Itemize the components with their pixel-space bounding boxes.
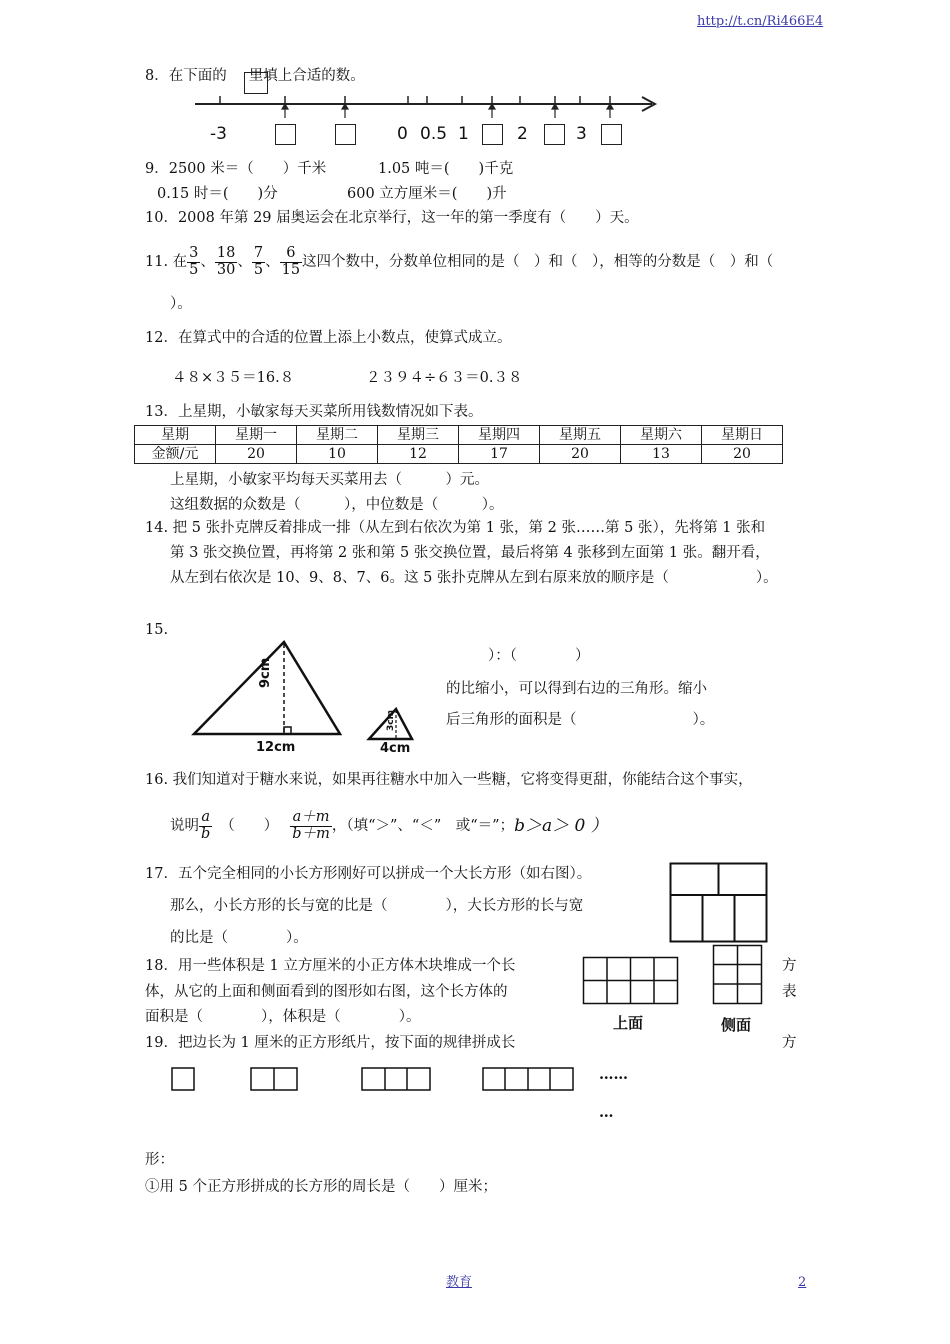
small-base-label: 4cm — [380, 741, 411, 756]
q19-line1: 19．把边长为 1 厘米的正方形纸片，按下面的规律拼成长 — [145, 1035, 516, 1051]
q18-line1: 18．用一些体积是 1 立方厘米的小正方体木块堆成一个长 — [145, 958, 516, 974]
q9-line2-a: 0.15 时＝( )分 — [157, 186, 278, 202]
nl-answer-box[interactable] — [275, 124, 296, 145]
table-cell: 星期五 — [540, 426, 621, 445]
q13-table — [134, 425, 783, 464]
q8-text-a: 8．在下面的 — [145, 68, 227, 84]
fraction: $\frac{a+m}{b+m}$ — [292, 809, 330, 842]
q11-prefix: 11. 在 — [145, 254, 188, 271]
q14-line2: 第 3 张交换位置，再将第 2 张和第 5 张交换位置，最后将第 4 张移到左面第 1 张。翻开看， — [170, 545, 770, 561]
q15-line1: ）：（ ） — [488, 648, 590, 664]
q15-line2: 的比缩小，可以得到右边的三角形。缩小 — [446, 681, 707, 697]
table-cell: 20 — [540, 445, 621, 464]
q16-condition: b＞a＞ 0 ） — [514, 816, 608, 837]
table-cell: 13 — [621, 445, 702, 464]
q18-right2: 表 — [782, 984, 797, 1000]
q9-line1-a: 9．2500 米＝（ ）千米 — [145, 161, 327, 177]
q12-eq1: ４８×３５＝16.８ — [172, 370, 295, 386]
q12-eq2: ２３９４÷６３＝0.３８ — [366, 370, 523, 386]
table-cell: 星期日 — [702, 426, 783, 445]
q18-line3: 面积是（ ），体积是（ ）。 — [145, 1009, 421, 1025]
q14-line3: 从左到右依次是 10、9、8、7、6。这 5 张扑克牌从左到右原来放的顺序是（ ）。 — [170, 570, 778, 586]
nl-answer-box[interactable] — [335, 124, 356, 145]
number-line-pointers — [282, 104, 613, 118]
nl-answer-box[interactable] — [601, 124, 622, 145]
q19-dots2: … — [599, 1104, 614, 1121]
q18-line2: 体，从它的上面和侧面看到的图形如右图，这个长方体的 — [145, 984, 508, 1000]
fraction: $\frac{6}{15}$ — [281, 245, 301, 278]
q19-line2: 形： — [145, 1152, 174, 1168]
fraction: $\frac{18}{30}$ — [216, 245, 236, 278]
table-cell: 星期二 — [297, 426, 378, 445]
table-cell: 星期 — [135, 426, 216, 445]
table-cell: 星期一 — [216, 426, 297, 445]
q11-text: 这四个数中，分数单位相同的是（ ）和（ ），相等的分数是（ ）和（ — [302, 254, 774, 271]
table-row — [135, 426, 783, 445]
q12-text: 12．在算式中的合适的位置上添上小数点，使算式成立。 — [145, 330, 512, 346]
table-cell: 星期四 — [459, 426, 540, 445]
q19-square-patterns — [170, 1066, 590, 1094]
nl-label-1: 1 — [458, 124, 469, 144]
q19-right: 方 — [782, 1035, 797, 1051]
q19-dots1: …… — [599, 1066, 628, 1083]
table-cell: 20 — [702, 445, 783, 464]
q13-line2: 这组数据的众数是（ ），中位数是（ ）。 — [170, 497, 504, 513]
table-row — [135, 445, 783, 464]
nl-label-3: 3 — [576, 124, 587, 144]
big-base-label: 12cm — [256, 740, 296, 755]
q18-side-label: 侧面 — [721, 1016, 752, 1034]
fraction: $\frac{7}{5}$ — [253, 245, 264, 278]
q11-line2: ）。 — [170, 296, 192, 312]
q16-suffix: ，（填“＞”、“＜” 或“＝”； — [331, 818, 515, 835]
q10-text: 10．2008 年第 29 届奥运会在北京举行，这一年的第一季度有（ ）天。 — [145, 210, 639, 226]
q19-line3: ①用 5 个正方形拼成的长方形的周长是（ ）厘米； — [145, 1179, 497, 1195]
table-cell: 12 — [378, 445, 459, 464]
q15-num: 15. — [145, 622, 169, 638]
q15-line3: 后三角形的面积是（ ）。 — [446, 712, 715, 728]
q16-blank: （ ） — [220, 818, 279, 835]
q17-line3: 的比是（ ）。 — [170, 930, 308, 946]
q17-rectangle-figure — [669, 862, 769, 944]
fraction: $\frac{3}{5}$ — [189, 245, 199, 278]
q8-text-b: 里填上合适的数。 — [248, 68, 365, 84]
small-height-label: 3cm — [386, 710, 396, 731]
footer-center-link[interactable]: 教育 — [446, 1275, 473, 1290]
nl-label-0: 0 — [397, 124, 408, 144]
table-cell: 星期六 — [621, 426, 702, 445]
table-cell: 17 — [459, 445, 540, 464]
q8-example-box — [244, 72, 268, 94]
table-cell: 星期三 — [378, 426, 459, 445]
q14-line1: 14. 把 5 张扑克牌反着排成一排（从左到右依次为第 1 张，第 2 张……第 5 张），先将第 1 张和 — [145, 520, 766, 536]
q16-line2 — [170, 810, 608, 843]
number-line-ticks — [220, 96, 610, 104]
q17-line1: 17．五个完全相同的小长方形刚好可以拼成一个大长方形（如右图）。 — [145, 866, 592, 882]
q9-line2-b: 600 立方厘米＝( )升 — [347, 186, 507, 202]
nl-answer-box[interactable] — [482, 124, 503, 145]
nl-label-2: 2 — [517, 124, 528, 144]
q13-text: 13．上星期，小敏家每天买菜所用钱数情况如下表。 — [145, 404, 483, 420]
q15-big-triangle — [190, 638, 350, 738]
nl-label-0.5: 0.5 — [420, 124, 448, 144]
q17-line2: 那么，小长方形的长与宽的比是（ ），大长方形的长与宽 — [170, 898, 584, 914]
q18-top-view — [582, 956, 680, 1006]
header-link[interactable]: http://t.cn/Ri466E4 — [697, 14, 824, 29]
q11-line1: 11. 在 $\frac{3}{5}$ 、 $\frac{18}{30}$ 、 $\frac{7}{5}$ 、 $\frac{6}{15}$ 这四个数中，分数单位相同的是（ ）和（ ），相等的分数是（ ）和（ — [145, 245, 774, 278]
nl-label-neg3: -3 — [210, 124, 227, 144]
q16-line1: 16. 我们知道对于糖水来说，如果再往糖水中加入一些糖，它将变得更甜，你能结合这个事实， — [145, 772, 753, 788]
page-number[interactable]: 2 — [798, 1275, 807, 1290]
q18-top-label: 上面 — [613, 1014, 644, 1032]
table-cell: 金额/元 — [135, 445, 216, 464]
q13-line1: 上星期，小敏家平均每天买菜用去（ ）元。 — [170, 472, 489, 488]
q16-prefix: 说明 — [170, 818, 199, 835]
table-cell: 10 — [297, 445, 378, 464]
big-triangle — [194, 642, 340, 734]
big-height-label: 9cm — [258, 657, 273, 688]
nl-answer-box[interactable] — [544, 124, 565, 145]
fraction: $\frac{a}{b}$ — [201, 809, 211, 842]
q9-line1-b: 1.05 吨＝( )千克 — [378, 161, 514, 177]
q18-side-view — [712, 944, 764, 1006]
q18-right1: 方 — [782, 958, 797, 974]
table-cell: 20 — [216, 445, 297, 464]
